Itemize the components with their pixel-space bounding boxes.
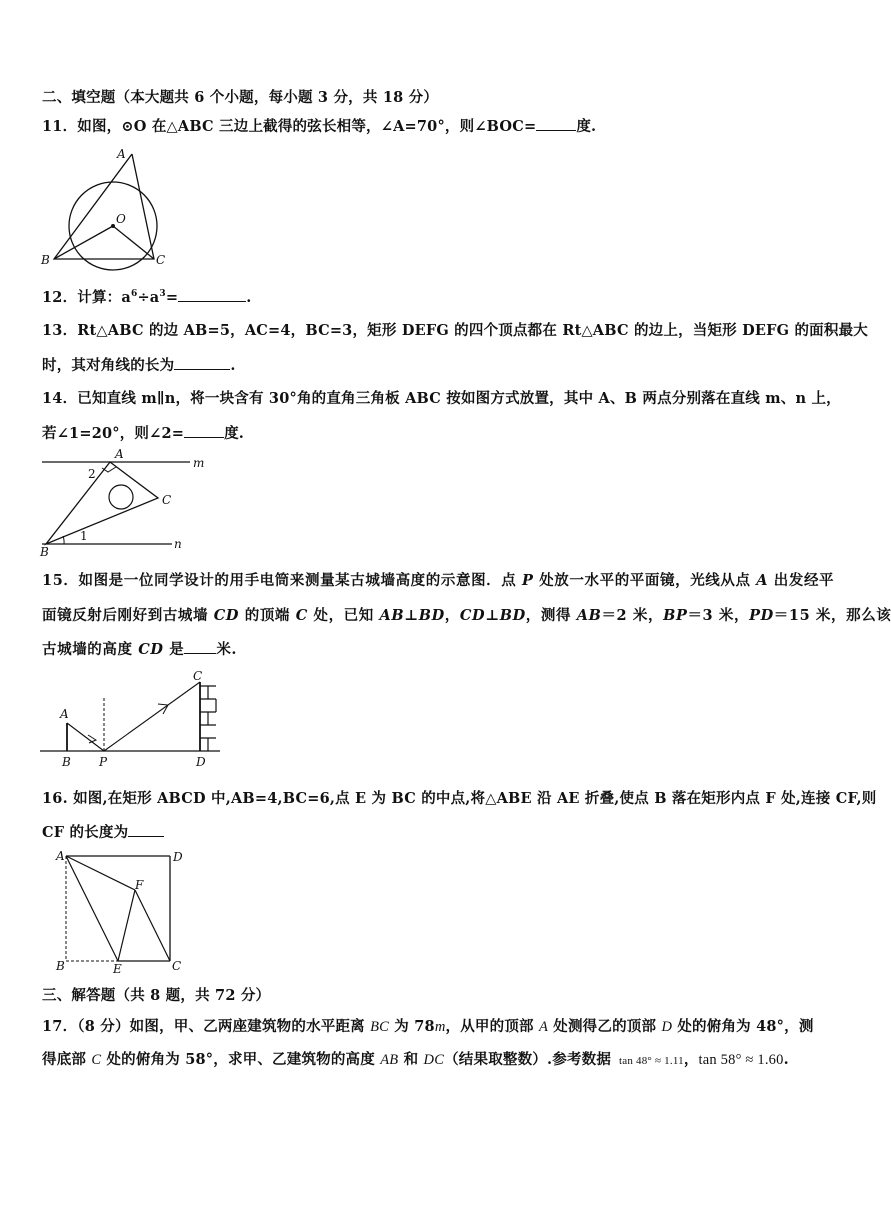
svg-text:n: n [174, 537, 182, 551]
svg-text:F: F [135, 878, 144, 892]
circle-symbol: ⊙ [121, 118, 134, 135]
triangle-hole [109, 485, 133, 509]
svg-text:m: m [193, 456, 205, 470]
question-12: 12．计算：$a^6\div a^3=$ . [42, 289, 252, 306]
question-15-line1: 15．如图是一位同学设计的用手电筒来测量某古城墙高度的示意图．点 P 处放一水平的平面镜，光线从点 A 出发经平 [42, 572, 835, 589]
svg-text:C: C [162, 493, 172, 507]
figure-q16 [52, 846, 192, 976]
section-heading: 三、解答题（共 8 题，共 72 分） [42, 987, 271, 1004]
question-14-line2: 若∠1=20°，则∠2= 度. [42, 425, 245, 442]
answer-blank [184, 425, 224, 438]
svg-text:B: B [40, 545, 49, 559]
svg-text:A: A [56, 849, 65, 863]
label-a: A [117, 147, 126, 161]
question-15-line2: 面镜反射后刚好到古城墙 CD 的顶端 C 处，已知 AB⊥BD，CD⊥BD，测得 AB＝2 米，BP＝3 米，PD＝15 米，那么该 [42, 607, 891, 624]
figure-q11 [36, 140, 176, 270]
svg-text:E: E [113, 962, 122, 976]
svg-text:D: D [196, 755, 206, 769]
question-13-line1: 13．Rt△ABC 的边 AB=5，AC=4，BC=3，矩形 DEFG 的四个顶点都在 Rt△ABC 的边上，当矩形 DEFG 的面积最大 [42, 322, 868, 339]
svg-text:P: P [99, 755, 108, 769]
svg-text:B: B [62, 755, 71, 769]
svg-text:2: 2 [88, 467, 96, 481]
figure-q15 [38, 668, 228, 772]
answer-blank [174, 357, 230, 370]
svg-text:D: D [173, 850, 183, 864]
question-17-line1: 17．（8 分）如图，甲、乙两座建筑物的水平距离 BC 为 78m，从甲的顶部 A 处测得乙的顶部 D 处的俯角为 48°，测 [42, 1018, 814, 1035]
answer-blank [536, 118, 576, 131]
figure-q14 [36, 448, 211, 560]
question-14-line1: 14．已知直线 m∥n，将一块含有 30°角的直角三角板 ABC 按如图方式放置，其中 A、B 两点分别落在直线 m、n 上， [42, 390, 841, 407]
label-o: O [116, 212, 126, 226]
svg-text:B: B [56, 959, 65, 973]
section-heading: 二、填空题（本大题共 6 个小题，每小题 3 分，共 18 分） [42, 89, 439, 106]
svg-text:C: C [172, 959, 182, 973]
svg-text:A: A [115, 447, 124, 461]
svg-text:C: C [193, 669, 203, 683]
svg-text:1: 1 [80, 529, 88, 543]
question-17-line2: 得底部 C 处的俯角为 58°，求甲、乙建筑物的高度 AB 和 DC（结果取整数）.参考数据 tan 48° ≈ 1.11，tan 58° ≈ 1.60. [42, 1051, 789, 1068]
question-16-line1: 16. 如图,在矩形 ABCD 中,AB=4,BC=6,点 E 为 BC 的中点,将△ABE 沿 AE 折叠,使点 B 落在矩形内点 F 处,连接 CF,则 [42, 790, 877, 807]
question-13-line2: 时，其对角线的长为 . [42, 357, 236, 374]
question-15-line3: 古城墙的高度 CD 是 米. [42, 641, 238, 658]
svg-text:A: A [60, 707, 69, 721]
triangle-abc [54, 154, 154, 259]
question-16-line2: CF 的长度为 [42, 821, 164, 842]
label-b: B [41, 253, 50, 267]
answer-blank [178, 289, 246, 302]
question-11: 11．如图，⊙O 在△ABC 三边上截得的弦长相等，∠A=70°，则∠BOC= 度. [42, 118, 597, 135]
label-c: C [156, 253, 166, 267]
answer-blank [128, 824, 164, 837]
answer-blank [184, 641, 216, 654]
triangle-abc [46, 462, 158, 544]
